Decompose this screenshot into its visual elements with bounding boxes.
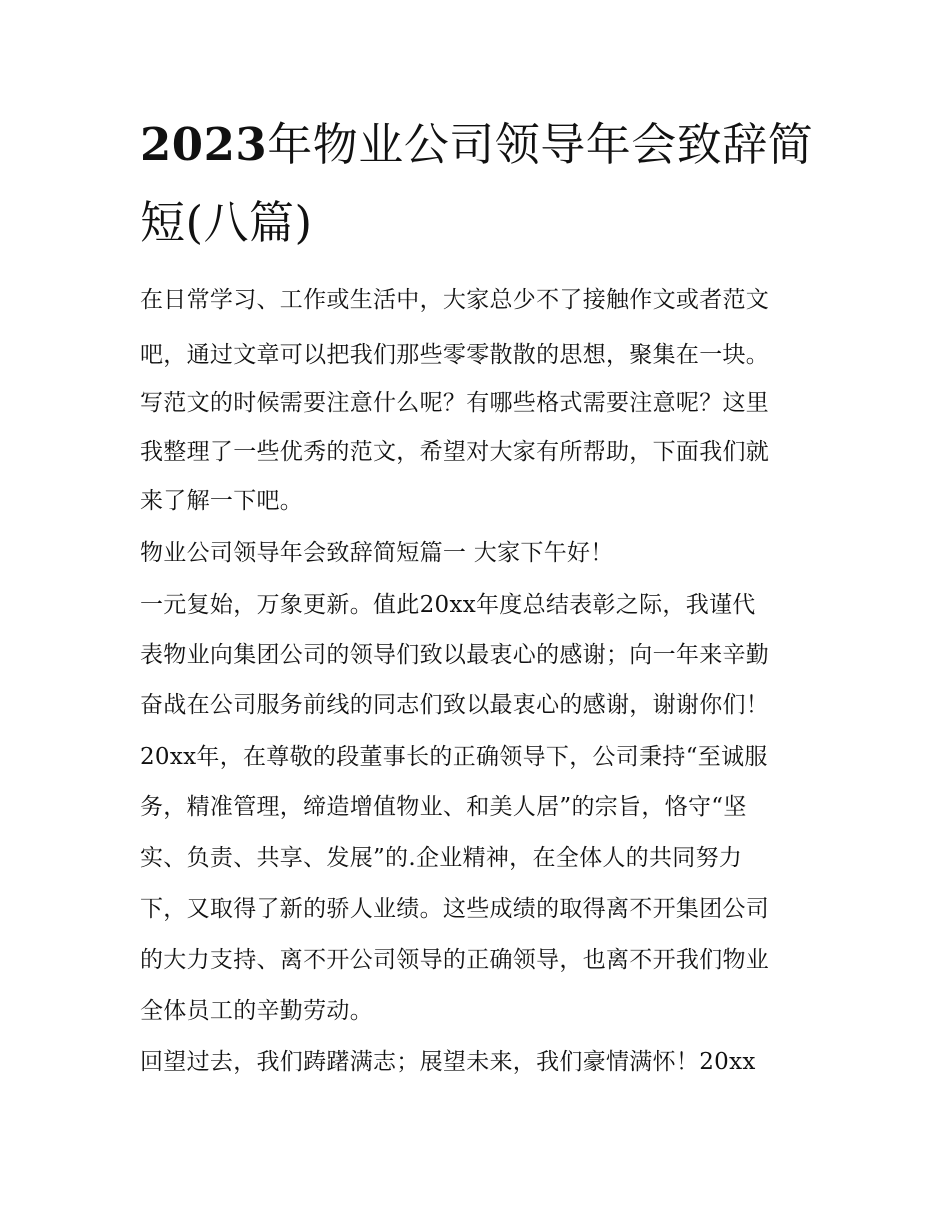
text-line: 来了解一下吧。 [140, 488, 304, 514]
text-line: 实、负责、共享、发展”的.企业精神，在全体人的共同努力 [140, 845, 743, 871]
text-line: 表物业向集团公司的领导们致以最衷心的感谢；向一年来辛勤 [140, 642, 770, 668]
title-text: 年物业公司领导年会致辞简短(八篇) [140, 118, 814, 249]
text-line: 务，精准管理，缔造增值物业、和美人居”的宗旨，恪守“坚 [140, 794, 747, 820]
text-line: 的大力支持、离不开公司领导的正确领导，也离不开我们物业 [140, 947, 770, 973]
text-line: 奋战在公司服务前线的同志们致以最衷心的感谢，谢谢你们！ [140, 692, 770, 718]
text-line: 回望过去，我们踌躇满志；展望未来，我们豪情满怀！20xx [140, 1049, 756, 1075]
text-line: 一元复始，万象更新。值此20xx年度总结表彰之际，我谨代 [140, 592, 756, 618]
text-line: 我整理了一些优秀的范文，希望对大家有所帮助，下面我们就 [140, 439, 770, 465]
text-line: 在日常学习、工作或生活中，大家总少不了接触作文或者范文 [140, 287, 770, 313]
text-line: 吧，通过文章可以把我们那些零零散散的思想，聚集在一块。 [140, 342, 770, 368]
document-title [140, 106, 820, 262]
section-heading: 物业公司领导年会致辞简短篇一 大家下午好！ [140, 540, 614, 566]
title-year: 2023 [140, 118, 268, 171]
text-line: 20xx年，在尊敬的段董事长的正确领导下，公司秉持“至诚服 [140, 744, 768, 770]
text-line: 写范文的时候需要注意什么呢？有哪些格式需要注意呢？这里 [140, 390, 770, 416]
text-line: 全体员工的辛勤劳动。 [140, 998, 373, 1024]
text-line: 下，又取得了新的骄人业绩。这些成绩的取得离不开集团公司 [140, 896, 770, 922]
